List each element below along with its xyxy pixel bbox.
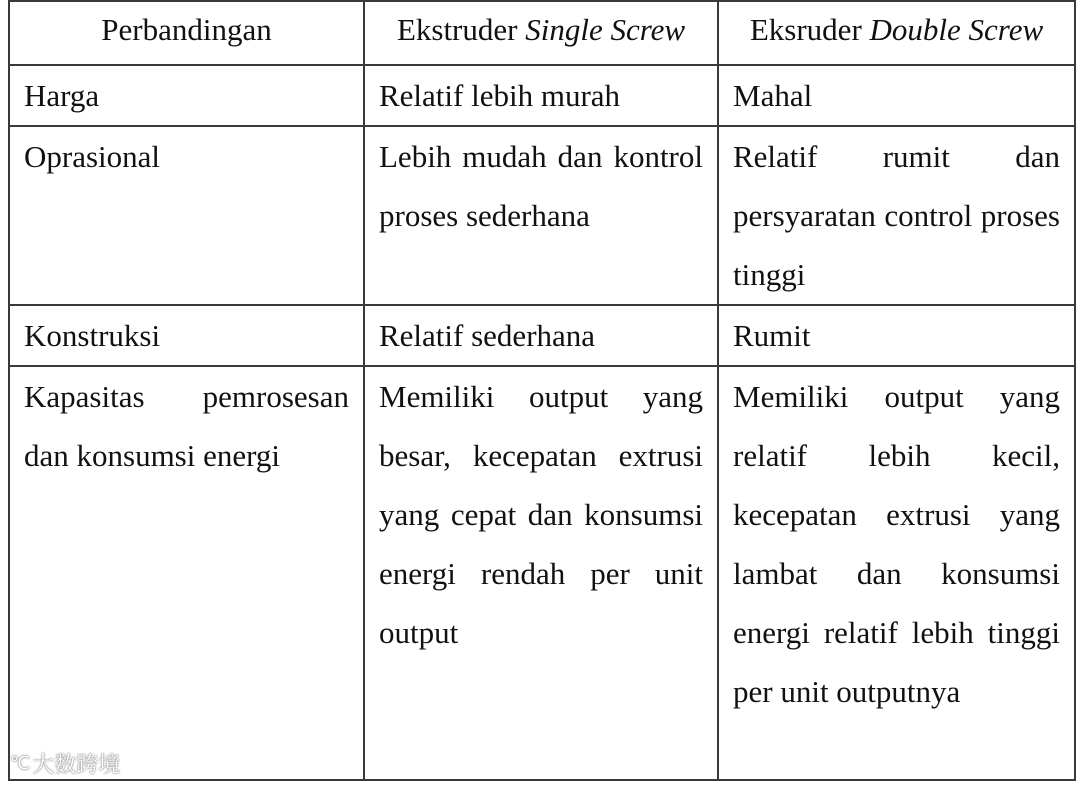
cell-criteria: Harga: [9, 65, 364, 126]
header-italic-text: Single Screw: [525, 12, 686, 47]
header-row: [9, 1, 1075, 65]
header-text: Eksruder: [749, 12, 870, 47]
table-row-kapasitas: [9, 366, 1075, 780]
header-cell-single-screw: [364, 1, 718, 65]
cell-single-screw: Relatif sederhana: [364, 305, 718, 366]
cell-single-screw: Memiliki output yang besar, kecepatan extrusi yang cepat dan konsumsi energi rendah per unit output: [364, 366, 718, 780]
cell-double-screw: Relatif rumit dan persyaratan control proses tinggi: [718, 126, 1075, 305]
header-text: Perbandingan: [101, 12, 272, 47]
cell-double-screw: Mahal: [718, 65, 1075, 126]
watermark-text: 大数跨境: [32, 753, 121, 778]
cell-single-screw: Lebih mudah dan kontrol proses sederhana: [364, 126, 718, 305]
cell-criteria: Oprasional: [9, 126, 364, 305]
table-row-oprasional: [9, 126, 1075, 305]
header-text: Ekstruder: [396, 12, 526, 47]
cell-single-screw: Relatif lebih murah: [364, 65, 718, 126]
cell-criteria: Konstruksi: [9, 305, 364, 366]
watermark: [10, 748, 120, 779]
header-cell-perbandingan: [9, 1, 364, 65]
watermark-logo-icon: ℃: [10, 753, 29, 774]
table-row-harga: [9, 65, 1075, 126]
cell-criteria: Kapasitas pemrosesan dan konsumsi energi: [9, 366, 364, 780]
cell-double-screw: Memiliki output yang relatif lebih kecil, kecepatan extrusi yang lambat dan konsumsi energi relatif lebih tinggi per unit outputnya: [718, 366, 1075, 780]
comparison-table: [8, 0, 1076, 781]
cell-double-screw: Rumit: [718, 305, 1075, 366]
header-cell-double-screw: [718, 1, 1075, 65]
table-row-konstruksi: [9, 305, 1075, 366]
header-italic-text: Double Screw: [869, 12, 1044, 47]
